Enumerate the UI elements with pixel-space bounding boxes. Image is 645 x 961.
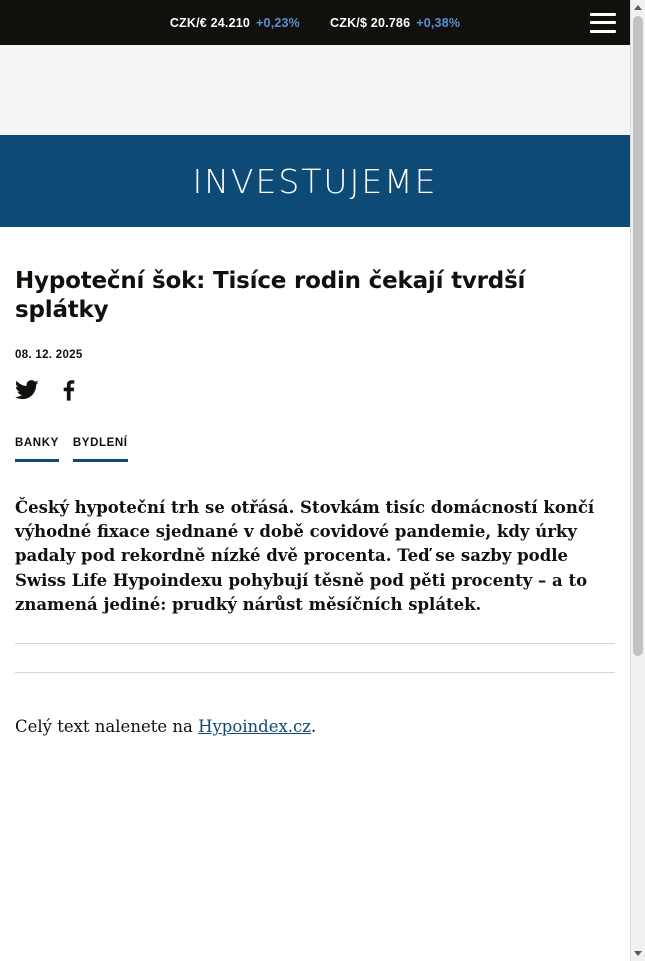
scroll-down-arrow-icon[interactable] [631,946,645,961]
hamburger-menu-icon[interactable] [590,13,616,33]
share-row [15,379,615,401]
ticker-eur-label: CZK/€ 24.210 [169,15,251,30]
ticker-items [170,16,460,30]
scroll-up-arrow-icon[interactable] [631,0,645,15]
hypoindex-link[interactable]: Hypoindex.cz [198,717,311,737]
footer-prefix: Celý text nalenete na [15,717,199,737]
article-footer-text [15,715,615,740]
site-logo[interactable]: INVESTUJEME [192,161,438,201]
article-date: 08. 12. 2025 [15,348,83,361]
ticker-usd-label: CZK/$ 20.786 [330,15,411,30]
ticker-eur-change: +0,23% [256,15,300,30]
divider-bottom [15,672,615,673]
ticker-item-eur[interactable] [170,16,300,30]
page-title: Hypoteční šok: Tisíce rodin čekají tvrdší splátky [15,268,526,324]
article-perex: Český hypoteční trh se otřásá. Stovkám tisíc domácností končí výhodné fixace sjednané v době covidové pandemie, kdy úrky padaly pod rekordně nízké dvě procenta. Teď se sazby podle Swiss Life Hypoindexu pohybují těsně pod pěti procenty – a to znamená jediné: prudký nárůst měsíčních splátek. [15,497,595,614]
tag-bydleni[interactable]: BYDLENÍ [73,437,128,462]
ad-banner-slot [0,45,630,135]
divider-top [15,643,615,644]
facebook-share-icon[interactable] [62,379,75,401]
twitter-share-icon[interactable] [15,380,39,400]
tag-banky[interactable]: BANKY [15,437,59,462]
article-container [0,267,630,740]
article-tags [15,437,615,462]
scrollbar-thumb[interactable] [633,16,643,656]
ticker-usd-change: +0,38% [416,15,461,30]
site-header [0,135,630,227]
ticker-bar [0,0,630,45]
ticker-item-usd[interactable] [330,16,460,30]
vertical-scrollbar[interactable] [630,0,645,961]
footer-suffix: . [310,717,317,737]
